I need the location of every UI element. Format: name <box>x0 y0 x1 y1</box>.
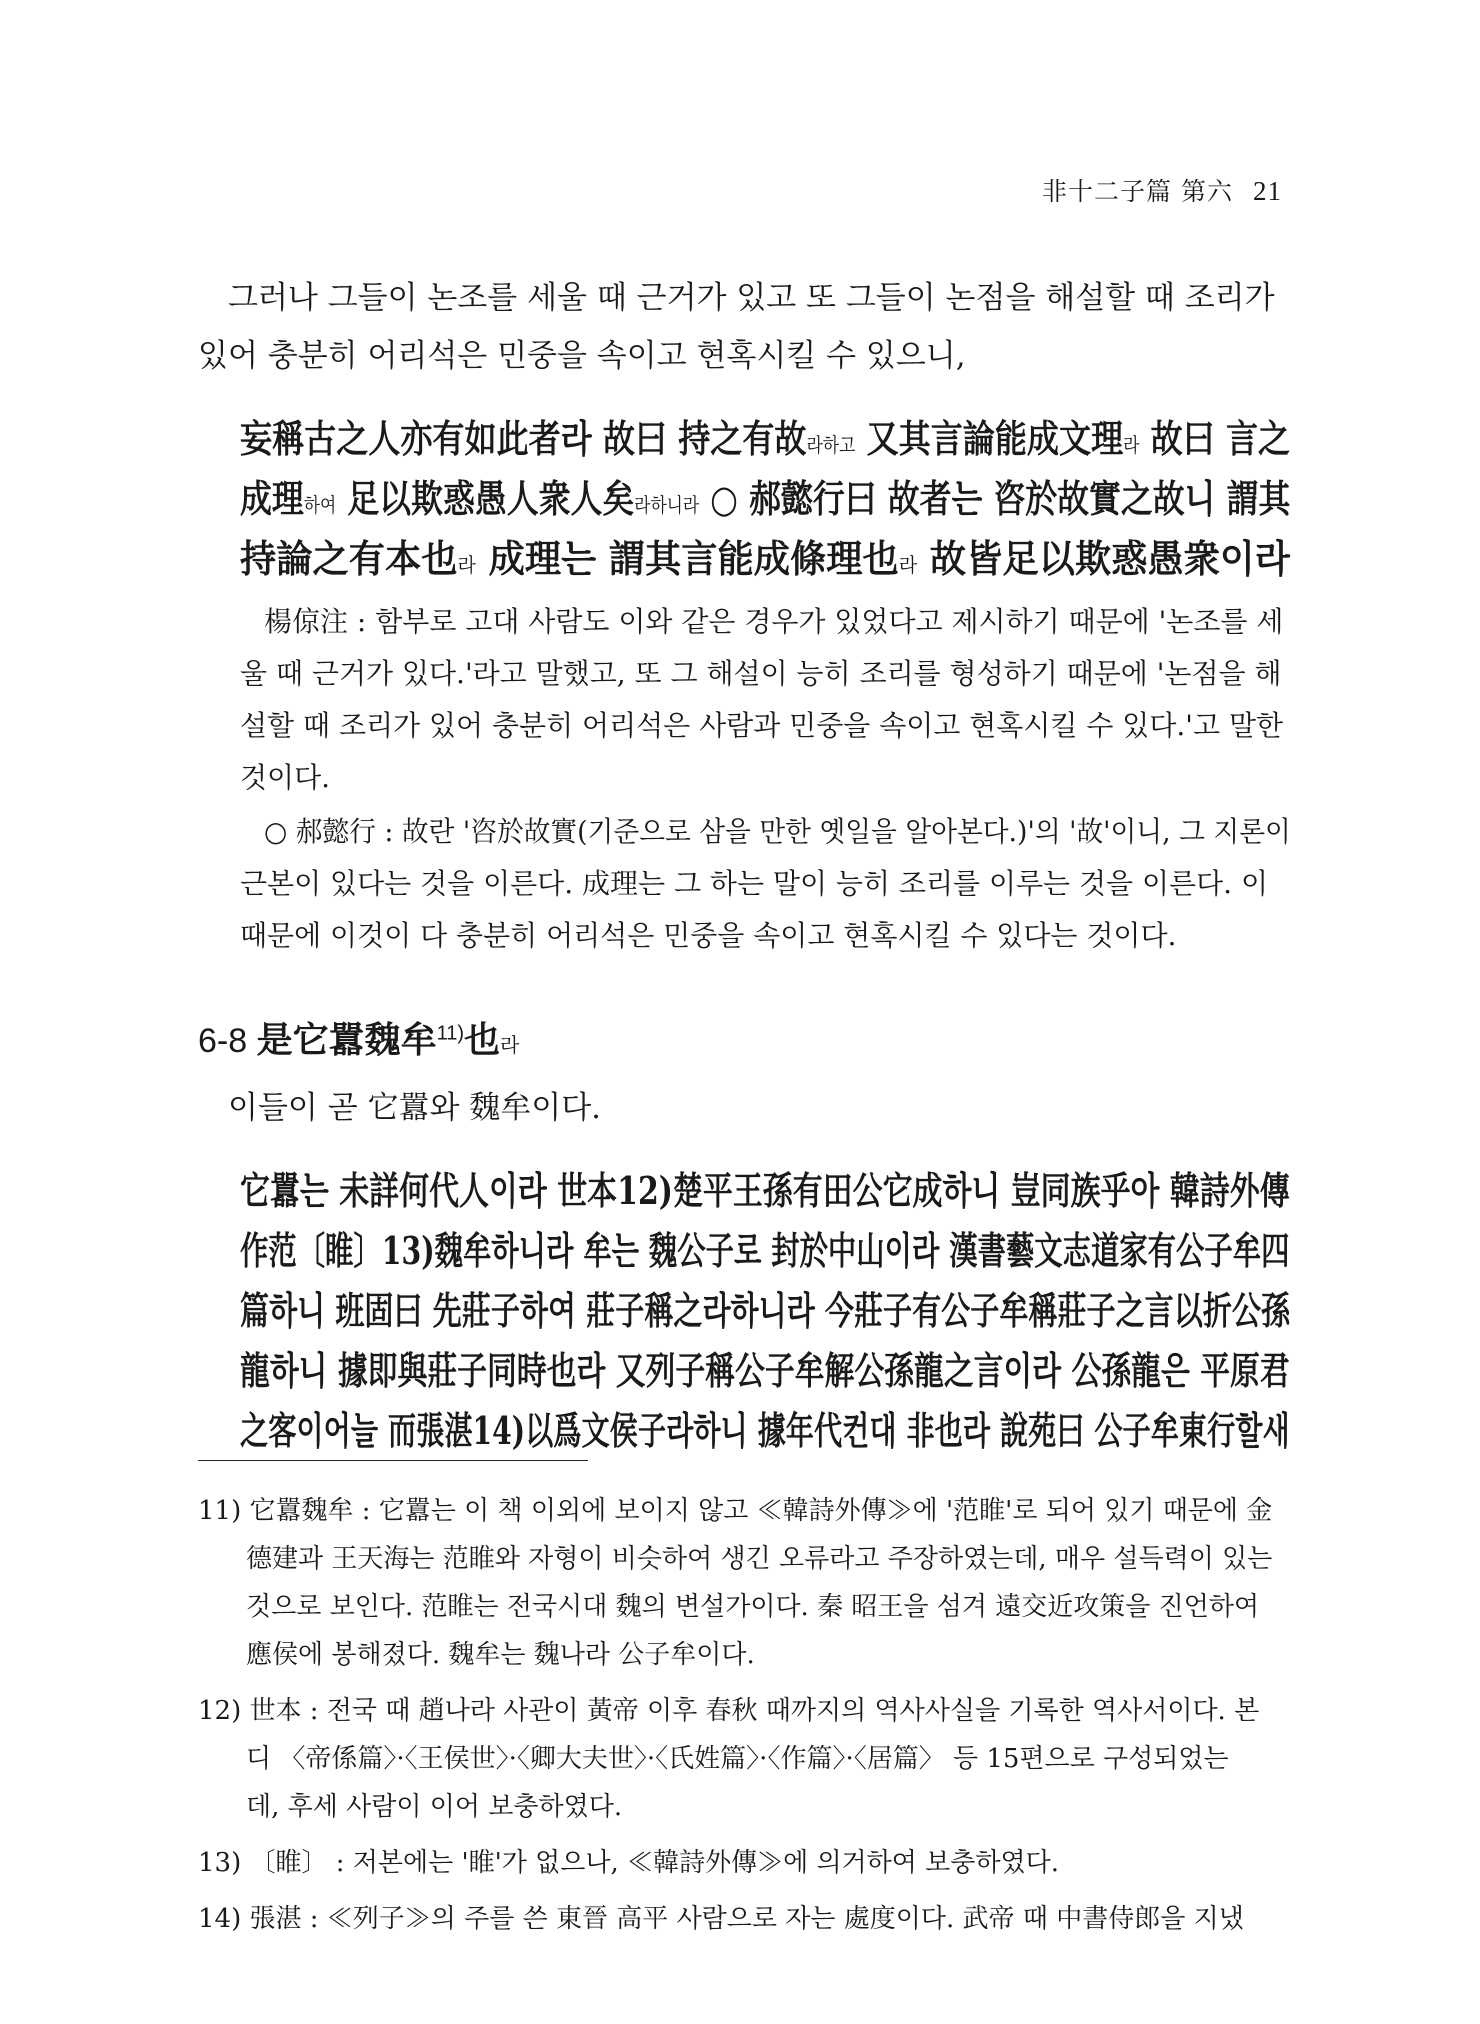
footnote-line: 14) 張湛 : ≪列子≫의 주를 쓴 東晉 高平 사람으로 자는 處度이다. 武帝 때 中書侍郎을 지냈 <box>198 1904 1244 1934</box>
footnote-line: 12) 世本 : 전국 때 趙나라 사관이 黃帝 이후 春秋 때까지의 역사사실을 기록한 역사서이다. 본 <box>198 1696 1260 1726</box>
note-line: 근본이 있다는 것을 이른다. 成理는 그 하는 말이 능히 조리를 이루는 것을 이른다. 이 <box>240 867 1268 900</box>
section-number: 6-8 <box>198 1022 248 1060</box>
commentary-line: 之客이어늘 而張湛14)以爲文侯子라하니 據年代컨대 非也라 說苑曰 公子牟東行할새 <box>240 1408 1290 1453</box>
running-header-title: 非十二子篇 第六 <box>1042 177 1233 206</box>
commentary-line: 龍하니 據即與莊子同時也라 又列子稱公子牟解公孫龍之言이라 公孫龍은 平原君 <box>240 1348 1290 1393</box>
note-line: 것이다. <box>240 761 331 794</box>
footnote-line: 應侯에 봉해졌다. 魏牟는 魏나라 公子牟이다. <box>246 1640 755 1670</box>
note-line: ○ 郝懿行 : 故란 '咨於故實(기준으로 삼을 만한 옛일을 알아본다.)'의 '故'이니, 그 지론이 <box>264 815 1291 848</box>
commentary-line: 成理하여 足以欺惑愚人衆人矣라하니라 ○ 郝懿行曰 故者는 咨於故實之故니 謂其 <box>240 476 1291 521</box>
commentary-line: 作范〔睢〕13)魏牟하니라 牟는 魏公子로 封於中山이라 漢書藝文志道家有公子牟四 <box>240 1228 1290 1273</box>
section-translation: 이들이 곧 它囂와 魏牟이다. <box>228 1090 602 1126</box>
note-line: 楊倞注 : 함부로 고대 사람도 이와 같은 경우가 있었다고 제시하기 때문에 '논조를 세 <box>264 605 1284 638</box>
footnote-line: 13) 〔睢〕 : 저본에는 '睢'가 없으나, ≪韓詩外傳≫에 의거하여 보충하였다. <box>198 1848 1060 1878</box>
note-line: 때문에 이것이 다 충분히 어리석은 민중을 속이고 현혹시킬 수 있다는 것이다. <box>240 919 1177 952</box>
translation-line: 그러나 그들이 논조를 세울 때 근거가 있고 또 그들이 논점을 해설할 때 조리가 <box>228 280 1275 316</box>
running-header <box>1042 172 1282 208</box>
commentary-line: 篇하니 班固曰 先莊子하여 莊子稱之라하니라 今莊子有公子牟稱莊子之言以折公孫 <box>240 1288 1291 1333</box>
footnote-line: 德建과 王天海는 范睢와 자형이 비슷하여 생긴 오류라고 주장하였는데, 매우 설득력이 있는 <box>246 1544 1273 1574</box>
translation-line: 있어 충분히 어리석은 민중을 속이고 현혹시킬 수 있으니, <box>198 338 966 374</box>
footnote-divider <box>198 1460 588 1461</box>
commentary-line: 它囂는 未詳何代人이라 世本12)楚平王孫有田公它成하니 豈同族乎아 韓詩外傳 <box>240 1168 1290 1213</box>
section-heading: 6-8 是它囂魏牟$^{11)}$也라 <box>198 1019 520 1061</box>
commentary-line: 持論之有本也라 成理는 謂其言能成條理也라 故皆足以欺惑愚衆이라 <box>240 536 1290 581</box>
footnote-line: 것으로 보인다. 范睢는 전국시대 魏의 변설가이다. 秦 昭王을 섬겨 遠交近攻策을 진언하여 <box>246 1592 1260 1622</box>
footnote-line: 11) 它囂魏牟 : 它囂는 이 책 이외에 보이지 않고 ≪韓詩外傳≫에 '范睢'로 되어 있기 때문에 金 <box>198 1496 1273 1526</box>
commentary-line: 妄稱古之人亦有如此者라 故曰 持之有故라하고 又其言論能成文理라 故曰 言之 <box>240 416 1291 461</box>
note-line: 울 때 근거가 있다.'라고 말했고, 또 그 해설이 능히 조리를 형성하기 때문에 '논점을 해 <box>240 657 1282 690</box>
section-heading-text: 是它囂魏牟 <box>256 1019 437 1061</box>
footnote-line: 데, 후세 사람이 이어 보충하였다. <box>246 1792 623 1822</box>
footnote-ref: 11) <box>436 1022 465 1045</box>
note-line: 설할 때 조리가 있어 충분히 어리석은 사람과 민중을 속이고 현혹시킬 수 있다.'고 말한 <box>240 709 1284 742</box>
page-number: 21 <box>1253 176 1282 206</box>
footnote-line: 디 〈帝係篇〉·〈王侯世〉·〈卿大夫世〉·〈氏姓篇〉·〈作篇〉·〈居篇〉 등 15편으로 구성되었는 <box>246 1744 1229 1774</box>
